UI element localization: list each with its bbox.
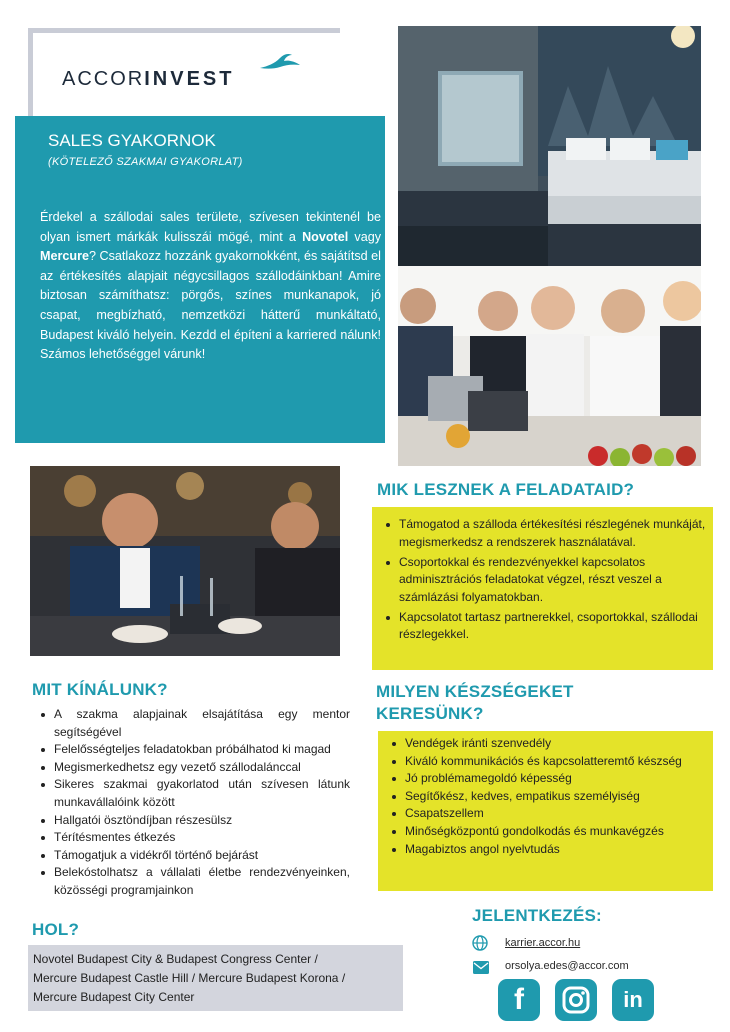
job-subtitle: (KÖTELEZŐ SZAKMAI GYAKORLAT) [48,156,243,168]
brand-novotel: Novotel [302,229,349,244]
tasks-list [377,516,707,646]
location-text [33,950,399,1007]
job-title: SALES GYAKORNOK [48,131,216,150]
bird-logo-icon [258,52,302,74]
list-item: Hallgatói ösztöndíjban részesülsz [32,812,350,830]
tasks-heading: MIK LESZNEK A FELADATAID? [377,480,635,499]
offer-heading: MIT KÍNÁLUNK? [32,680,168,699]
offer-list [32,706,350,900]
list-item: Csapatszellem [383,805,705,823]
instagram-icon[interactable] [555,979,597,1021]
logo-part-1: ACCOR [62,68,145,90]
company-logo [62,68,234,91]
email-link-wrapper [505,960,629,972]
frame-left-bar [28,28,33,116]
location-line-3: Mercure Budapest City Center [33,990,195,1004]
list-item: Támogatod a szálloda értékesítési részlegének munkáját, megismerkedsz a rendszerek használatával. [377,516,707,551]
list-item: Felelősségteljes feladatokban próbálhatod ki magad [32,741,350,759]
list-item: Kapcsolatot tartasz partnerekkel, csoportokkal, szállodai részlegekkel. [377,609,707,644]
list-item: Kiváló kommunikációs és kapcsolatteremtő készség [383,753,705,771]
list-item: Minőségközpontú gondolkodás és munkavégzés [383,823,705,841]
list-item: Belekóstolhatsz a vállalati életbe rendezvényeinken, közösségi programjainkon [32,864,350,899]
globe-icon [472,935,488,951]
website-link[interactable]: karrier.accor.hu [505,937,581,949]
skills-heading [376,681,574,725]
hotel-room-photo [398,26,701,266]
facebook-icon[interactable] [498,979,540,1021]
skills-list [383,735,705,858]
intro-text-part-2: vagy [348,229,381,244]
location-line-1: Novotel Budapest City & Budapest Congress Center / [33,952,318,966]
location-line-2: Mercure Budapest Castle Hill / Mercure Budapest Korona / [33,971,346,985]
mail-icon [473,961,489,974]
team-meeting-photo [398,266,701,466]
email-link[interactable]: orsolya.edes@accor.com [505,960,629,972]
list-item: Megismerkedhetsz egy vezető szállodalánccal [32,759,350,777]
intro-text-part-3: ? Csatlakozz hozzánk gyakornokként, és sajátítsd el az értékesítés alapjait négycsillagos szállodáinkban! Amire biztosan számíthatsz: pörgős, színes munkanapok, jó csapat, megbízható, nemzetközi hátterű munkáltató, Budapest kiváló helyein. Kezdd el építeni a karriered nálunk! Számos lehetőséggel várunk! [40,249,381,362]
instagram-glyph [561,985,591,1015]
location-heading: HOL? [32,920,80,939]
list-item: Csoportokkal és rendezvényekkel kapcsolatos adminisztrációs feladatokat végzel, részt veszel a számlázási folyamatokban. [377,554,707,607]
facebook-glyph: f [514,983,524,1016]
intro-text-part-1: Érdekel a szállodai sales területe, szívesen tekintenél be olyan ismert márkák kulisszái mögé, mint a [40,210,381,244]
linkedin-icon[interactable] [612,979,654,1021]
list-item: Magabiztos angol nyelvtudás [383,841,705,859]
business-lunch-photo [30,466,340,656]
list-item: Jó problémamegoldó képesség [383,770,705,788]
website-link-wrapper [505,937,580,949]
logo-part-2: INVEST [144,68,235,90]
intro-text [40,208,381,365]
list-item: Térítésmentes étkezés [32,829,350,847]
skills-heading-line-1: MILYEN KÉSZSÉGEKET [376,682,574,701]
list-item: Vendégek iránti szenvedély [383,735,705,753]
linkedin-glyph: in [623,987,643,1012]
brand-mercure: Mercure [40,249,89,264]
skills-heading-line-2: KERESÜNK? [376,704,484,723]
list-item: Segítőkész, kedves, empatikus személyiség [383,788,705,806]
list-item: Sikeres szakmai gyakorlatod után szívesen látunk munkavállalóink között [32,776,350,811]
apply-heading: JELENTKEZÉS: [472,906,602,925]
list-item: A szakma alapjainak elsajátítása egy mentor segítségével [32,706,350,741]
frame-top-bar [28,28,340,33]
list-item: Támogatjuk a vidékről történő bejárást [32,847,350,865]
